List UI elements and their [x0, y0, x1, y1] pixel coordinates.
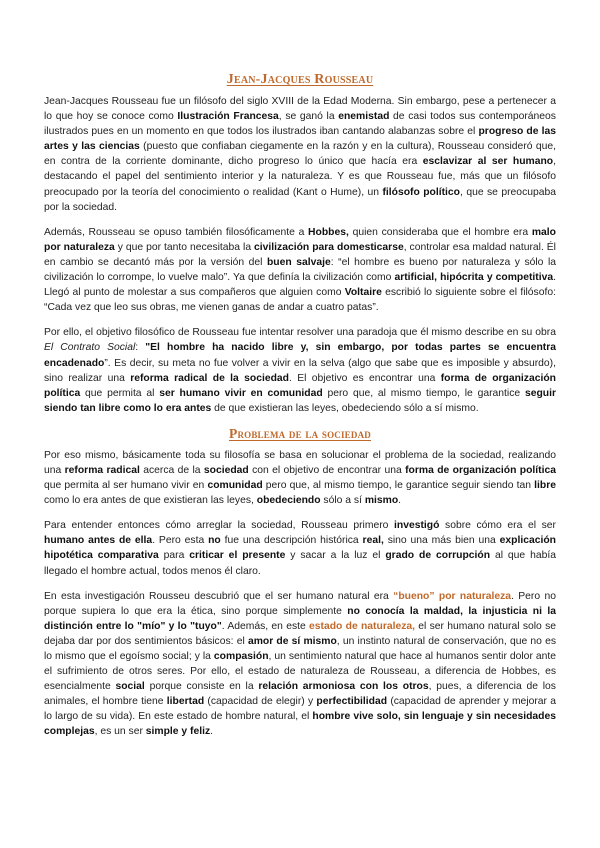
- text-run: .: [210, 726, 214, 738]
- emphasis-text: compasión: [213, 651, 269, 662]
- emphasis-text: buen salvaje: [266, 256, 331, 268]
- text-run: de casi todos sus contemporáneos ilustrados pues en un momento en que todos los ilustrados iban cantando alabanzas sobre el: [44, 111, 556, 138]
- emphasis-text: perfectibilidad: [316, 696, 388, 708]
- emphasis-text: hombre vive solo, sin lenguaje y sin necesidades complejas: [44, 711, 556, 738]
- text-run: y sacar a la luz el: [285, 550, 386, 562]
- emphasis-text: malo por naturaleza: [44, 226, 556, 253]
- italic-text: El Contrato Social: [44, 342, 136, 354]
- emphasis-text: no: [208, 535, 221, 547]
- paragraph-contrato-social: [44, 325, 556, 416]
- emphasis-text: sociedad: [203, 464, 249, 476]
- emphasis-text: enemistad: [338, 111, 390, 123]
- emphasis-text: artificial, hipócrita y competitiva: [394, 272, 554, 284]
- emphasis-text: estado de naturaleza,: [309, 620, 416, 632]
- paragraph-reforma: [44, 448, 556, 508]
- paragraph-estado-naturaleza: [44, 589, 556, 740]
- paragraph-investigacion: [44, 518, 556, 578]
- emphasis-text: investigó: [394, 520, 440, 532]
- text-run: sólo a sí: [320, 495, 365, 507]
- emphasis-text: forma de organización política: [44, 372, 556, 399]
- emphasis-text: reforma radical de la sociedad: [130, 372, 289, 384]
- emphasis-text: “bueno” por naturaleza: [393, 590, 512, 602]
- emphasis-text: amor de sí mismo: [247, 635, 337, 647]
- emphasis-text: explicación hipotética comparativa: [44, 535, 556, 562]
- text-run: sino una más bien una: [383, 535, 500, 547]
- text-run: quien consideraba que el hombre era: [348, 226, 532, 238]
- emphasis-text: forma de organización política: [405, 464, 556, 476]
- paragraph-hobbes: [44, 225, 556, 316]
- text-run: con el objetivo de encontrar una: [248, 464, 406, 476]
- emphasis-text: obedeciendo: [256, 495, 321, 507]
- text-run: .: [398, 495, 402, 507]
- text-run: . Llegó al punto de molestar a sus compañeros que alguien como: [44, 272, 557, 299]
- text-run: al que había llegado el hombre actual, todos menos él claro.: [44, 550, 556, 577]
- text-run: . Pero esta: [152, 535, 209, 547]
- emphasis-text: no conocía la maldad, la injusticia ni la distinción entre lo "mío" y lo "tuyo": [44, 605, 556, 632]
- emphasis-text: civilización para domesticarse: [254, 241, 404, 253]
- emphasis-text: filósofo político: [382, 186, 461, 198]
- text-run: , controlar esa maldad natural. Él en cambio se decantó más por la versión del: [44, 241, 556, 268]
- text-run: y que por tanto necesitaba la: [114, 241, 255, 253]
- emphasis-text: Ilustración Francesa: [177, 111, 279, 123]
- emphasis-text: real,: [362, 535, 384, 547]
- emphasis-text: relación armoniosa con los otros: [258, 681, 429, 693]
- text-run: Jean-Jacques Rousseau fue un filósofo del siglo XVIII de la Edad Moderna. Sin embargo, pese a pertenecer a lo que hoy se conoce como: [44, 96, 556, 123]
- text-run: fue una descripción histórica: [220, 535, 363, 547]
- text-run: (puesto que confiaban ciegamente en la razón y en la cultura), Rousseau consideró que, en contra de la corriente dominante, dicho progreso lo único que hacía era: [44, 141, 556, 168]
- text-run: pero que, al mismo tiempo, le garantice: [322, 387, 525, 399]
- emphasis-text: mismo: [364, 495, 399, 507]
- emphasis-text: libertad: [166, 696, 205, 708]
- text-run: Por ello, el objetivo filosófico de Rousseau fue intentar resolver una paradoja que él mismo describe en su obra: [44, 327, 556, 339]
- text-run: . El objetivo es encontrar una: [289, 372, 441, 384]
- text-run: para: [158, 550, 190, 562]
- text-run: , pues, a diferencia de los animales, el hombre tiene: [44, 681, 556, 708]
- emphasis-text: grado de corrupción: [385, 550, 491, 562]
- emphasis-text: reforma radical: [64, 464, 140, 476]
- text-run: de que existieran las leyes, obedeciendo sólo a sí mismo.: [211, 402, 479, 414]
- text-run: , que se preocupaba por la sociedad.: [44, 186, 556, 213]
- emphasis-text: Hobbes,: [308, 226, 349, 238]
- section-title-problema-sociedad: Problema de la sociedad: [229, 425, 371, 441]
- text-run: acerca de la: [139, 464, 204, 476]
- text-run: . Además, en este: [221, 620, 310, 632]
- text-run: , es un ser: [94, 726, 146, 738]
- emphasis-text: simple y feliz: [145, 726, 211, 738]
- text-run: : “el hombre es bueno por naturaleza y sólo la civilización lo corrompe, lo vuelve malo”. Ya que definía la civilización como: [44, 256, 557, 284]
- emphasis-text: esclavizar al ser humano: [422, 156, 554, 168]
- text-run: sobre cómo era el ser: [439, 520, 556, 532]
- text-run: que permita al: [80, 387, 160, 399]
- text-run: ”. Es decir, su meta no fue volver a vivir en la selva (algo que sabe que es imposible y absurdo), sino realizar una: [44, 357, 556, 384]
- text-run: , un instinto natural de conservación, que no es lo mismo que el egoísmo social; y la: [44, 635, 556, 662]
- text-run: el ser humano natural solo se dejaba dar por dos sentimientos básicos: el: [44, 620, 556, 647]
- text-run: porque consiste en la: [144, 681, 259, 693]
- emphasis-text: criticar el presente: [189, 550, 286, 562]
- emphasis-text: libre: [534, 480, 556, 492]
- text-run: (capacidad de elegir) y: [204, 696, 317, 708]
- text-run: , un sentimiento natural que hace al humanos sentir dolor ante el sufrimiento de otros seres. Por ello, el estado de naturaleza de Rousseau, a diferencia de Hobbes, es esencialmente: [44, 651, 556, 693]
- emphasis-text: Voltaire: [344, 287, 382, 299]
- emphasis-text: comunidad: [207, 480, 263, 492]
- text-run: . Pero no porque supiera lo que era la ética, sino porque simplemente: [44, 590, 556, 617]
- text-run: :: [135, 342, 146, 354]
- paragraph-intro: [44, 94, 556, 215]
- text-run: pero que, al mismo tiempo, le garantice seguir siendo tan: [262, 480, 535, 492]
- emphasis-text: "El hombre ha nacido libre y, sin embargo, por todas partes se encuentra encadenado: [44, 342, 556, 369]
- emphasis-text: social: [115, 681, 145, 693]
- text-run: Además, Rousseau se opuso también filosóficamente a: [44, 226, 309, 238]
- text-run: (capacidad de aprender y mejorar a lo largo de su vida). En este estado de hombre natural, el: [44, 696, 556, 723]
- emphasis-text: progreso de las artes y las ciencias: [44, 126, 556, 153]
- text-run: escribió lo siguiente sobre el filósofo: “Cada vez que leo sus obras, me vienen ganas de andar a cuatro patas”.: [44, 287, 556, 314]
- text-run: En esta investigación Rousseu descubrió que el ser humano natural era: [44, 590, 394, 602]
- text-run: que permita al ser humano vivir en: [44, 480, 208, 492]
- text-run: , se ganó la: [278, 111, 339, 123]
- emphasis-text: seguir siendo tan libre como lo era antes: [44, 387, 556, 414]
- section-title-rousseau: Jean-Jacques Rousseau: [226, 72, 374, 87]
- text-run: Para entender entonces cómo arreglar la sociedad, Rousseau primero: [44, 520, 395, 532]
- text-run: Por eso mismo, básicamente toda su filosofía se basa en solucionar el problema de la sociedad, realizando una: [44, 449, 556, 476]
- emphasis-text: humano antes de ella: [44, 535, 153, 547]
- text-run: como lo era antes de que existieran las leyes,: [44, 495, 257, 507]
- emphasis-text: ser humano vivir en comunidad: [159, 387, 323, 399]
- text-run: , destacando el papel del sentimiento interior y la naturaleza. Y es que Rousseau fue, más que un filósofo preocupado por la teoría del conocimiento o realidad (Kant o Hume), un: [44, 156, 557, 198]
